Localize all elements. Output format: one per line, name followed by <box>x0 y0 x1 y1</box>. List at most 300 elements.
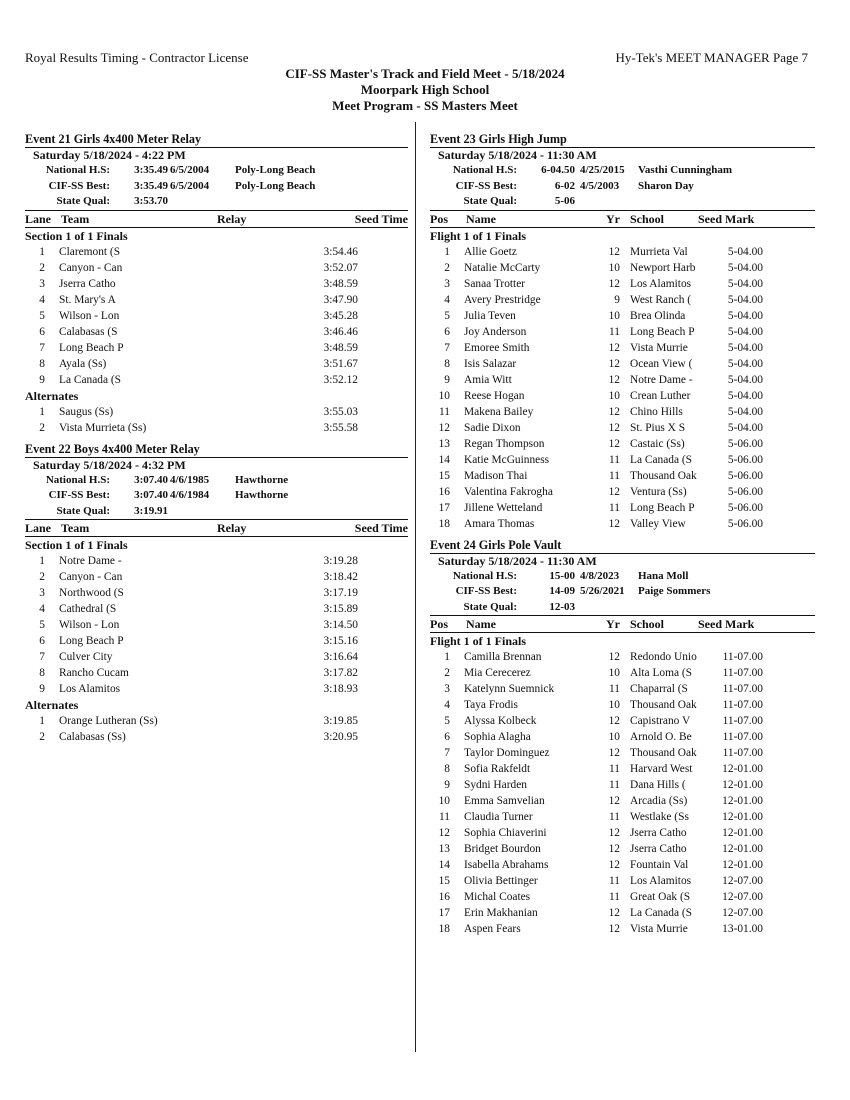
position-number: 16 <box>438 485 450 498</box>
table-row <box>430 388 815 404</box>
table-row <box>430 681 815 697</box>
seed-mark: 12-01.00 <box>722 843 763 855</box>
seed-time: 3:17.19 <box>323 587 358 599</box>
lane-number: 5 <box>39 619 45 631</box>
table-row <box>430 729 815 745</box>
school-name: Ocean View ( <box>630 357 693 370</box>
position-number: 13 <box>438 843 450 855</box>
athlete-name: Isabella Abrahams <box>464 859 549 871</box>
position-number: 10 <box>438 795 450 807</box>
table-row <box>430 777 815 793</box>
team-name: Claremont (S <box>59 245 121 258</box>
school-name: Vista Murrie <box>630 923 688 935</box>
position-number: 16 <box>438 891 450 903</box>
athlete-name: Sofia Rakfeldt <box>464 763 531 775</box>
event-datetime: Saturday 5/18/2024 - 4:32 PM <box>33 457 186 472</box>
record-date: 4/6/1985 <box>170 473 210 486</box>
school-name: Castaic (Ss) <box>630 437 685 450</box>
team-name: Orange Lutheran (Ss) <box>59 715 158 727</box>
record-holder: Poly-Long Beach <box>235 179 316 192</box>
athlete-name: Amara Thomas <box>464 517 535 530</box>
seed-time: 3:48.59 <box>323 277 358 290</box>
athlete-year: 10 <box>608 667 620 679</box>
left-column <box>25 132 408 745</box>
header-left-text: Royal Results Timing - Contractor License <box>25 50 249 65</box>
table-row <box>430 649 815 665</box>
record-holder: Poly-Long Beach <box>235 164 316 176</box>
athlete-year: 11 <box>609 469 620 482</box>
table-row <box>430 665 815 681</box>
seed-time: 3:14.50 <box>323 619 358 631</box>
seed-mark: 12-01.00 <box>722 811 763 823</box>
athlete-name: Emma Samvelian <box>464 795 545 807</box>
athlete-year: 11 <box>609 683 620 695</box>
athlete-year: 10 <box>608 261 620 274</box>
table-row <box>430 516 815 532</box>
seed-time: 3:54.46 <box>323 245 358 258</box>
table-row <box>25 244 408 260</box>
record-row <box>430 163 815 179</box>
athlete-year: 12 <box>608 651 620 663</box>
position-number: 10 <box>438 389 450 402</box>
table-row <box>430 697 815 713</box>
event-datetime: Saturday 5/18/2024 - 11:30 AM <box>438 553 597 568</box>
record-holder: Hawthorne <box>235 473 289 486</box>
position-number: 2 <box>444 667 450 679</box>
record-label: CIF-SS Best: <box>455 585 517 597</box>
record-value: 14-09 <box>549 585 575 597</box>
position-number: 17 <box>438 501 450 514</box>
record-row <box>430 569 815 585</box>
position-number: 9 <box>444 779 450 791</box>
seed-mark: 5-04.00 <box>727 373 763 386</box>
athlete-name: Joy Anderson <box>464 325 527 338</box>
seed-mark: 11-07.00 <box>722 747 763 759</box>
table-row <box>430 308 815 324</box>
team-name: Rancho Cucam <box>59 667 129 679</box>
position-number: 4 <box>444 293 450 306</box>
table-row <box>25 292 408 308</box>
record-date: 4/5/2003 <box>580 179 620 192</box>
seed-time: 3:18.93 <box>323 683 358 695</box>
event-datetime: Saturday 5/18/2024 - 4:22 PM <box>33 148 186 162</box>
athlete-name: Michal Coates <box>464 891 531 903</box>
event-22-block <box>25 442 408 746</box>
table-row <box>430 420 815 436</box>
seed-mark: 11-07.00 <box>722 731 763 743</box>
athlete-year: 12 <box>608 405 620 418</box>
athlete-year: 10 <box>608 699 620 711</box>
seed-mark: 5-04.00 <box>727 341 763 354</box>
school-name: Dana Hills ( <box>630 779 686 791</box>
event-23-block <box>430 132 815 532</box>
athlete-name: Mia Cerecerez <box>464 667 531 679</box>
record-date: 4/8/2023 <box>580 569 620 582</box>
table-row <box>430 356 815 372</box>
athlete-year: 12 <box>608 373 620 386</box>
school-name: Alta Loma (S <box>630 667 693 679</box>
table-row <box>25 553 408 569</box>
col-seed: Seed Mark <box>698 211 755 226</box>
position-number: 9 <box>444 373 450 386</box>
seed-mark: 5-04.00 <box>727 389 763 402</box>
lane-number: 9 <box>39 373 45 386</box>
seed-mark: 5-04.00 <box>727 261 763 274</box>
seed-mark: 5-06.00 <box>727 437 763 450</box>
athlete-name: Katelynn Suemnick <box>464 683 555 695</box>
seed-mark: 5-04.00 <box>727 421 763 434</box>
seed-mark: 12-07.00 <box>722 891 763 903</box>
record-row <box>25 179 408 195</box>
event-21-block <box>25 132 408 436</box>
athlete-name: Sophia Chiaverini <box>464 827 547 839</box>
athlete-year: 12 <box>608 843 620 855</box>
seed-time: 3:17.82 <box>323 667 358 679</box>
athlete-name: Madison Thai <box>464 469 528 482</box>
team-name: Cathedral (S <box>59 603 117 615</box>
school-name: West Ranch ( <box>630 293 692 306</box>
athlete-name: Jillene Wetteland <box>464 501 543 514</box>
seed-mark: 11-07.00 <box>722 651 763 663</box>
table-row <box>430 324 815 340</box>
lane-number: 1 <box>39 245 45 258</box>
table-row <box>430 889 815 905</box>
section-heading: Flight 1 of 1 Finals <box>430 228 527 243</box>
lane-number: 8 <box>39 667 45 679</box>
seed-mark: 5-06.00 <box>727 517 763 530</box>
athlete-year: 11 <box>609 811 620 823</box>
athlete-name: Natalie McCarty <box>464 261 541 274</box>
seed-time: 3:15.16 <box>323 635 358 647</box>
athlete-year: 12 <box>608 907 620 919</box>
position-number: 17 <box>438 907 450 919</box>
school-name: Arcadia (Ss) <box>630 795 688 807</box>
record-label: State Qual: <box>56 504 110 517</box>
team-name: Vista Murrieta (Ss) <box>59 421 147 434</box>
position-number: 2 <box>444 261 450 274</box>
athlete-year: 10 <box>608 309 620 322</box>
seed-mark: 12-07.00 <box>722 875 763 887</box>
record-holder: Hana Moll <box>638 569 689 582</box>
record-value: 3:07.40 <box>134 489 168 501</box>
column-header <box>430 211 815 228</box>
athlete-year: 11 <box>609 763 620 775</box>
seed-mark: 5-04.00 <box>727 325 763 338</box>
position-number: 6 <box>444 325 450 338</box>
school-name: Chino Hills <box>630 405 683 418</box>
athlete-name: Bridget Bourdon <box>464 843 541 855</box>
position-number: 12 <box>438 421 450 434</box>
seed-mark: 12-01.00 <box>722 779 763 791</box>
event-title: Event 22 Boys 4x400 Meter Relay <box>25 441 200 456</box>
athlete-name: Camilla Brennan <box>464 651 542 663</box>
team-name: Culver City <box>59 651 113 663</box>
seed-mark: 5-04.00 <box>727 357 763 370</box>
team-name: Jserra Catho <box>59 277 116 290</box>
school-name: Los Alamitos <box>630 277 692 290</box>
school-name: Thousand Oak <box>630 469 697 482</box>
seed-mark: 11-07.00 <box>722 715 763 727</box>
school-name: Notre Dame - <box>630 373 693 386</box>
alternates-heading: Alternates <box>25 388 79 403</box>
event-title: Event 21 Girls 4x400 Meter Relay <box>25 132 202 146</box>
position-number: 3 <box>444 277 450 290</box>
table-row <box>430 793 815 809</box>
record-label: National H.S: <box>45 473 110 486</box>
athlete-year: 12 <box>608 795 620 807</box>
athlete-name: Emoree Smith <box>464 341 530 354</box>
meet-title: CIF-SS Master's Track and Field Meet - 5/18/2024 <box>285 66 565 81</box>
team-name: Notre Dame - <box>59 555 122 567</box>
col-yr: Yr <box>606 211 620 226</box>
seed-mark: 12-01.00 <box>722 859 763 871</box>
position-number: 1 <box>444 651 450 663</box>
lane-number: 6 <box>39 325 45 338</box>
table-row <box>430 372 815 388</box>
athlete-name: Isis Salazar <box>464 357 517 370</box>
col-team: Team <box>61 521 90 535</box>
records-box <box>25 147 408 211</box>
athlete-name: Reese Hogan <box>464 389 525 402</box>
seed-mark: 5-04.00 <box>727 245 763 258</box>
table-row <box>430 873 815 889</box>
col-seed: Seed Mark <box>698 617 755 631</box>
lane-number: 2 <box>39 421 45 434</box>
table-row <box>25 404 408 420</box>
athlete-year: 12 <box>608 421 620 434</box>
position-number: 14 <box>438 453 450 466</box>
position-number: 7 <box>444 747 450 759</box>
table-row <box>25 308 408 324</box>
record-row <box>25 504 408 520</box>
table-row <box>25 585 408 601</box>
table-row <box>430 713 815 729</box>
record-row <box>25 194 408 210</box>
record-holder: Sharon Day <box>638 179 694 192</box>
seed-time: 3:52.12 <box>323 373 358 386</box>
team-name: Calabasas (S <box>59 325 118 338</box>
position-number: 15 <box>438 469 450 482</box>
table-row <box>430 484 815 500</box>
school-name: Long Beach P <box>630 325 695 338</box>
position-number: 4 <box>444 699 450 711</box>
table-row <box>25 649 408 665</box>
col-seed: Seed Time <box>354 521 408 535</box>
seed-time: 3:16.64 <box>323 651 358 663</box>
school-name: Capistrano V <box>630 715 691 727</box>
athlete-name: Allie Goetz <box>464 245 517 258</box>
position-number: 13 <box>438 437 450 450</box>
position-number: 11 <box>439 811 450 823</box>
position-number: 12 <box>438 827 450 839</box>
seed-time: 3:55.58 <box>323 421 358 434</box>
record-date: 5/26/2021 <box>580 585 625 597</box>
table-row <box>25 601 408 617</box>
school-name: Los Alamitos <box>630 875 692 887</box>
lane-number: 3 <box>39 587 45 599</box>
school-name: Brea Olinda <box>630 309 686 322</box>
school-name: Westlake (Ss <box>630 811 689 823</box>
athlete-year: 12 <box>608 747 620 759</box>
seed-mark: 5-06.00 <box>727 501 763 514</box>
table-row <box>25 569 408 585</box>
table-row <box>25 276 408 292</box>
team-name: Wilson - Lon <box>59 619 120 631</box>
col-relay: Relay <box>217 521 247 535</box>
record-date: 6/5/2004 <box>170 179 210 192</box>
athlete-name: Valentina Fakrogha <box>464 485 553 498</box>
lane-number: 7 <box>39 651 45 663</box>
school-name: Jserra Catho <box>630 827 687 839</box>
seed-time: 3:47.90 <box>323 293 358 306</box>
school-name: Chaparral (S <box>630 683 688 695</box>
lane-number: 8 <box>39 357 45 370</box>
record-label: CIF-SS Best: <box>48 179 110 192</box>
seed-mark: 5-04.00 <box>727 277 763 290</box>
athlete-year: 12 <box>608 715 620 727</box>
school-name: Murrieta Val <box>630 245 688 258</box>
athlete-year: 12 <box>608 923 620 935</box>
position-number: 7 <box>444 341 450 354</box>
section-heading: Section 1 of 1 Finals <box>25 228 128 243</box>
col-name: Name <box>466 211 496 226</box>
athlete-year: 12 <box>608 859 620 871</box>
seed-mark: 11-07.00 <box>722 699 763 711</box>
athlete-year: 12 <box>608 245 620 258</box>
team-name: Long Beach P <box>59 635 124 647</box>
record-row <box>430 179 815 195</box>
seed-mark: 5-04.00 <box>727 405 763 418</box>
seed-mark: 5-04.00 <box>727 309 763 322</box>
position-number: 8 <box>444 357 450 370</box>
table-row <box>430 500 815 516</box>
athlete-year: 9 <box>614 293 620 306</box>
record-value: 3:35.49 <box>134 164 168 176</box>
record-row <box>430 600 815 616</box>
position-number: 18 <box>438 517 450 530</box>
table-row <box>25 665 408 681</box>
team-name: Saugus (Ss) <box>59 405 114 418</box>
record-value: 6-04.50 <box>541 164 575 176</box>
athlete-year: 10 <box>608 389 620 402</box>
table-row <box>25 260 408 276</box>
record-value: 6-02 <box>554 179 575 192</box>
event-24-block <box>430 538 815 938</box>
seed-time: 3:52.07 <box>323 261 358 274</box>
athlete-name: Claudia Turner <box>464 811 533 823</box>
table-row <box>430 921 815 937</box>
col-pos: Pos <box>430 211 448 226</box>
seed-time: 3:19.85 <box>323 715 358 727</box>
school-name: Crean Luther <box>630 389 691 402</box>
seed-time: 3:48.59 <box>323 341 358 354</box>
column-divider <box>415 122 416 1052</box>
athlete-year: 11 <box>609 325 620 338</box>
seed-time: 3:45.28 <box>323 309 358 322</box>
table-row <box>430 404 815 420</box>
school-name: La Canada (S <box>630 907 692 919</box>
alternates-heading: Alternates <box>25 698 79 712</box>
athlete-year: 12 <box>608 827 620 839</box>
table-row <box>430 905 815 921</box>
athlete-year: 12 <box>608 517 620 530</box>
col-pos: Pos <box>430 617 448 631</box>
school-name: Thousand Oak <box>630 747 697 759</box>
table-row <box>430 452 815 468</box>
record-value: 12-03 <box>549 600 575 613</box>
lane-number: 3 <box>39 277 45 290</box>
athlete-name: Makena Bailey <box>464 405 534 418</box>
seed-time: 3:19.28 <box>323 555 358 567</box>
table-row <box>430 468 815 484</box>
table-row <box>25 713 408 729</box>
record-date: 4/25/2015 <box>580 164 625 176</box>
athlete-year: 12 <box>608 485 620 498</box>
seed-mark: 11-07.00 <box>722 667 763 679</box>
lane-number: 5 <box>39 309 45 322</box>
col-yr: Yr <box>606 617 620 631</box>
school-name: Vista Murrie <box>630 341 688 354</box>
position-number: 14 <box>438 859 450 871</box>
record-row <box>25 473 408 489</box>
school-name: Harvard West <box>630 763 693 775</box>
table-row <box>430 761 815 777</box>
lane-number: 2 <box>39 261 45 274</box>
school-name: Ventura (Ss) <box>630 485 687 498</box>
table-row <box>430 841 815 857</box>
seed-time: 3:15.89 <box>323 603 358 615</box>
seed-mark: 12-01.00 <box>722 795 763 807</box>
venue-title: Moorpark High School <box>360 82 490 97</box>
table-row <box>430 260 815 276</box>
lane-number: 9 <box>39 683 45 695</box>
record-label: National H.S: <box>45 164 110 176</box>
athlete-year: 11 <box>609 875 620 887</box>
team-name: Los Alamitos <box>59 683 121 695</box>
athlete-year: 12 <box>608 341 620 354</box>
school-name: La Canada (S <box>630 453 692 466</box>
athlete-name: Taylor Dominguez <box>464 747 550 759</box>
school-name: Fountain Val <box>630 859 689 871</box>
position-number: 8 <box>444 763 450 775</box>
school-name: Arnold O. Be <box>630 731 692 743</box>
event-datetime: Saturday 5/18/2024 - 11:30 AM <box>438 148 597 162</box>
record-date: 4/6/1984 <box>170 489 210 501</box>
record-row <box>25 488 408 504</box>
table-row <box>25 681 408 697</box>
table-row <box>430 745 815 761</box>
table-row <box>430 436 815 452</box>
school-name: St. Pius X S <box>630 421 686 434</box>
athlete-year: 11 <box>609 891 620 903</box>
seed-time: 3:51.67 <box>323 357 358 370</box>
event-title: Event 24 Girls Pole Vault <box>430 537 562 552</box>
col-name: Name <box>466 617 496 631</box>
right-column <box>430 132 815 937</box>
lane-number: 2 <box>39 731 45 743</box>
school-name: Valley View <box>630 517 686 530</box>
section-heading: Flight 1 of 1 Finals <box>430 634 527 648</box>
seed-mark: 5-06.00 <box>727 485 763 498</box>
record-holder: Vasthi Cunningham <box>638 164 733 176</box>
table-row <box>430 292 815 308</box>
team-name: La Canada (S <box>59 373 121 386</box>
seed-mark: 5-04.00 <box>727 293 763 306</box>
record-value: 3:07.40 <box>134 473 168 486</box>
athlete-year: 11 <box>609 501 620 514</box>
col-lane: Lane <box>25 211 52 226</box>
position-number: 5 <box>444 715 450 727</box>
